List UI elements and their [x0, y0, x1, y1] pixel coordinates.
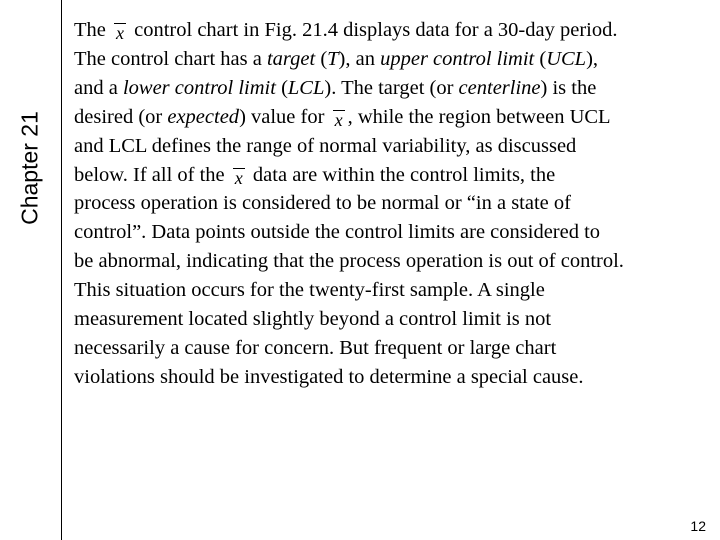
text-line [74, 218, 720, 247]
text-line [74, 132, 720, 161]
x-bar-symbol: x [234, 167, 243, 188]
italic-term: T [327, 47, 339, 70]
italic-term: target [266, 47, 316, 70]
body-paragraph [74, 16, 720, 392]
text-line [74, 74, 720, 103]
text-line [74, 305, 720, 334]
x-bar-symbol: x [334, 109, 343, 130]
text-segment: violations should be investigated to determine a special cause. [74, 365, 584, 388]
text-segment: The [74, 19, 111, 41]
text-segment: measurement located slightly beyond a control limit is not [74, 308, 552, 331]
text-segment: process operation is considered to be normal or “in a state of [74, 192, 571, 215]
text-segment: , while the region between UCL [347, 105, 611, 128]
text-segment: ) value for [239, 105, 330, 128]
chapter-sidebar [0, 0, 62, 540]
text-segment: ), an [338, 47, 381, 70]
chapter-label: Chapter 21 [16, 111, 43, 225]
text-segment: ( [275, 76, 288, 99]
text-line [74, 247, 720, 276]
text-segment: This situation occurs for the twenty-first sample. A single [74, 279, 545, 302]
text-line [74, 45, 720, 74]
text-segment: necessarily a cause for concern. But frequent or large chart [74, 336, 557, 359]
text-segment: ( [315, 47, 328, 70]
text-segment: control”. Data points outside the control limits are considered to [74, 221, 601, 244]
text-segment: and a [74, 76, 123, 99]
page-number: 12 [690, 518, 706, 534]
text-segment: below. If all of the [74, 163, 230, 186]
text-segment: ( [534, 47, 547, 70]
italic-term: LCL [287, 76, 325, 99]
italic-term: lower control limit [122, 76, 276, 99]
text-segment: data are within the control limits, the [247, 163, 556, 186]
text-line [74, 276, 720, 305]
text-line [74, 363, 720, 392]
text-line [74, 16, 720, 45]
text-segment: be abnormal, indicating that the process operation is out of control. [74, 250, 624, 273]
x-bar-symbol: x [116, 23, 124, 43]
text-segment: ). The target (or [324, 76, 459, 99]
text-segment: ) is the [540, 76, 597, 99]
text-segment: desired (or [74, 105, 168, 128]
italic-term: UCL [546, 47, 587, 70]
text-line [74, 189, 720, 218]
text-line [74, 161, 720, 190]
text-segment: ), [586, 47, 599, 70]
text-segment: and LCL defines the range of normal variability, as discussed [74, 134, 577, 157]
text-segment: The control chart has a [74, 47, 267, 70]
italic-term: upper control limit [380, 47, 535, 70]
text-line [74, 334, 720, 363]
italic-term: centerline [458, 76, 541, 99]
italic-term: expected [167, 105, 240, 128]
text-line [74, 103, 720, 132]
text-segment: control chart in Fig. 21.4 displays data for a 30-day period. [129, 19, 618, 41]
